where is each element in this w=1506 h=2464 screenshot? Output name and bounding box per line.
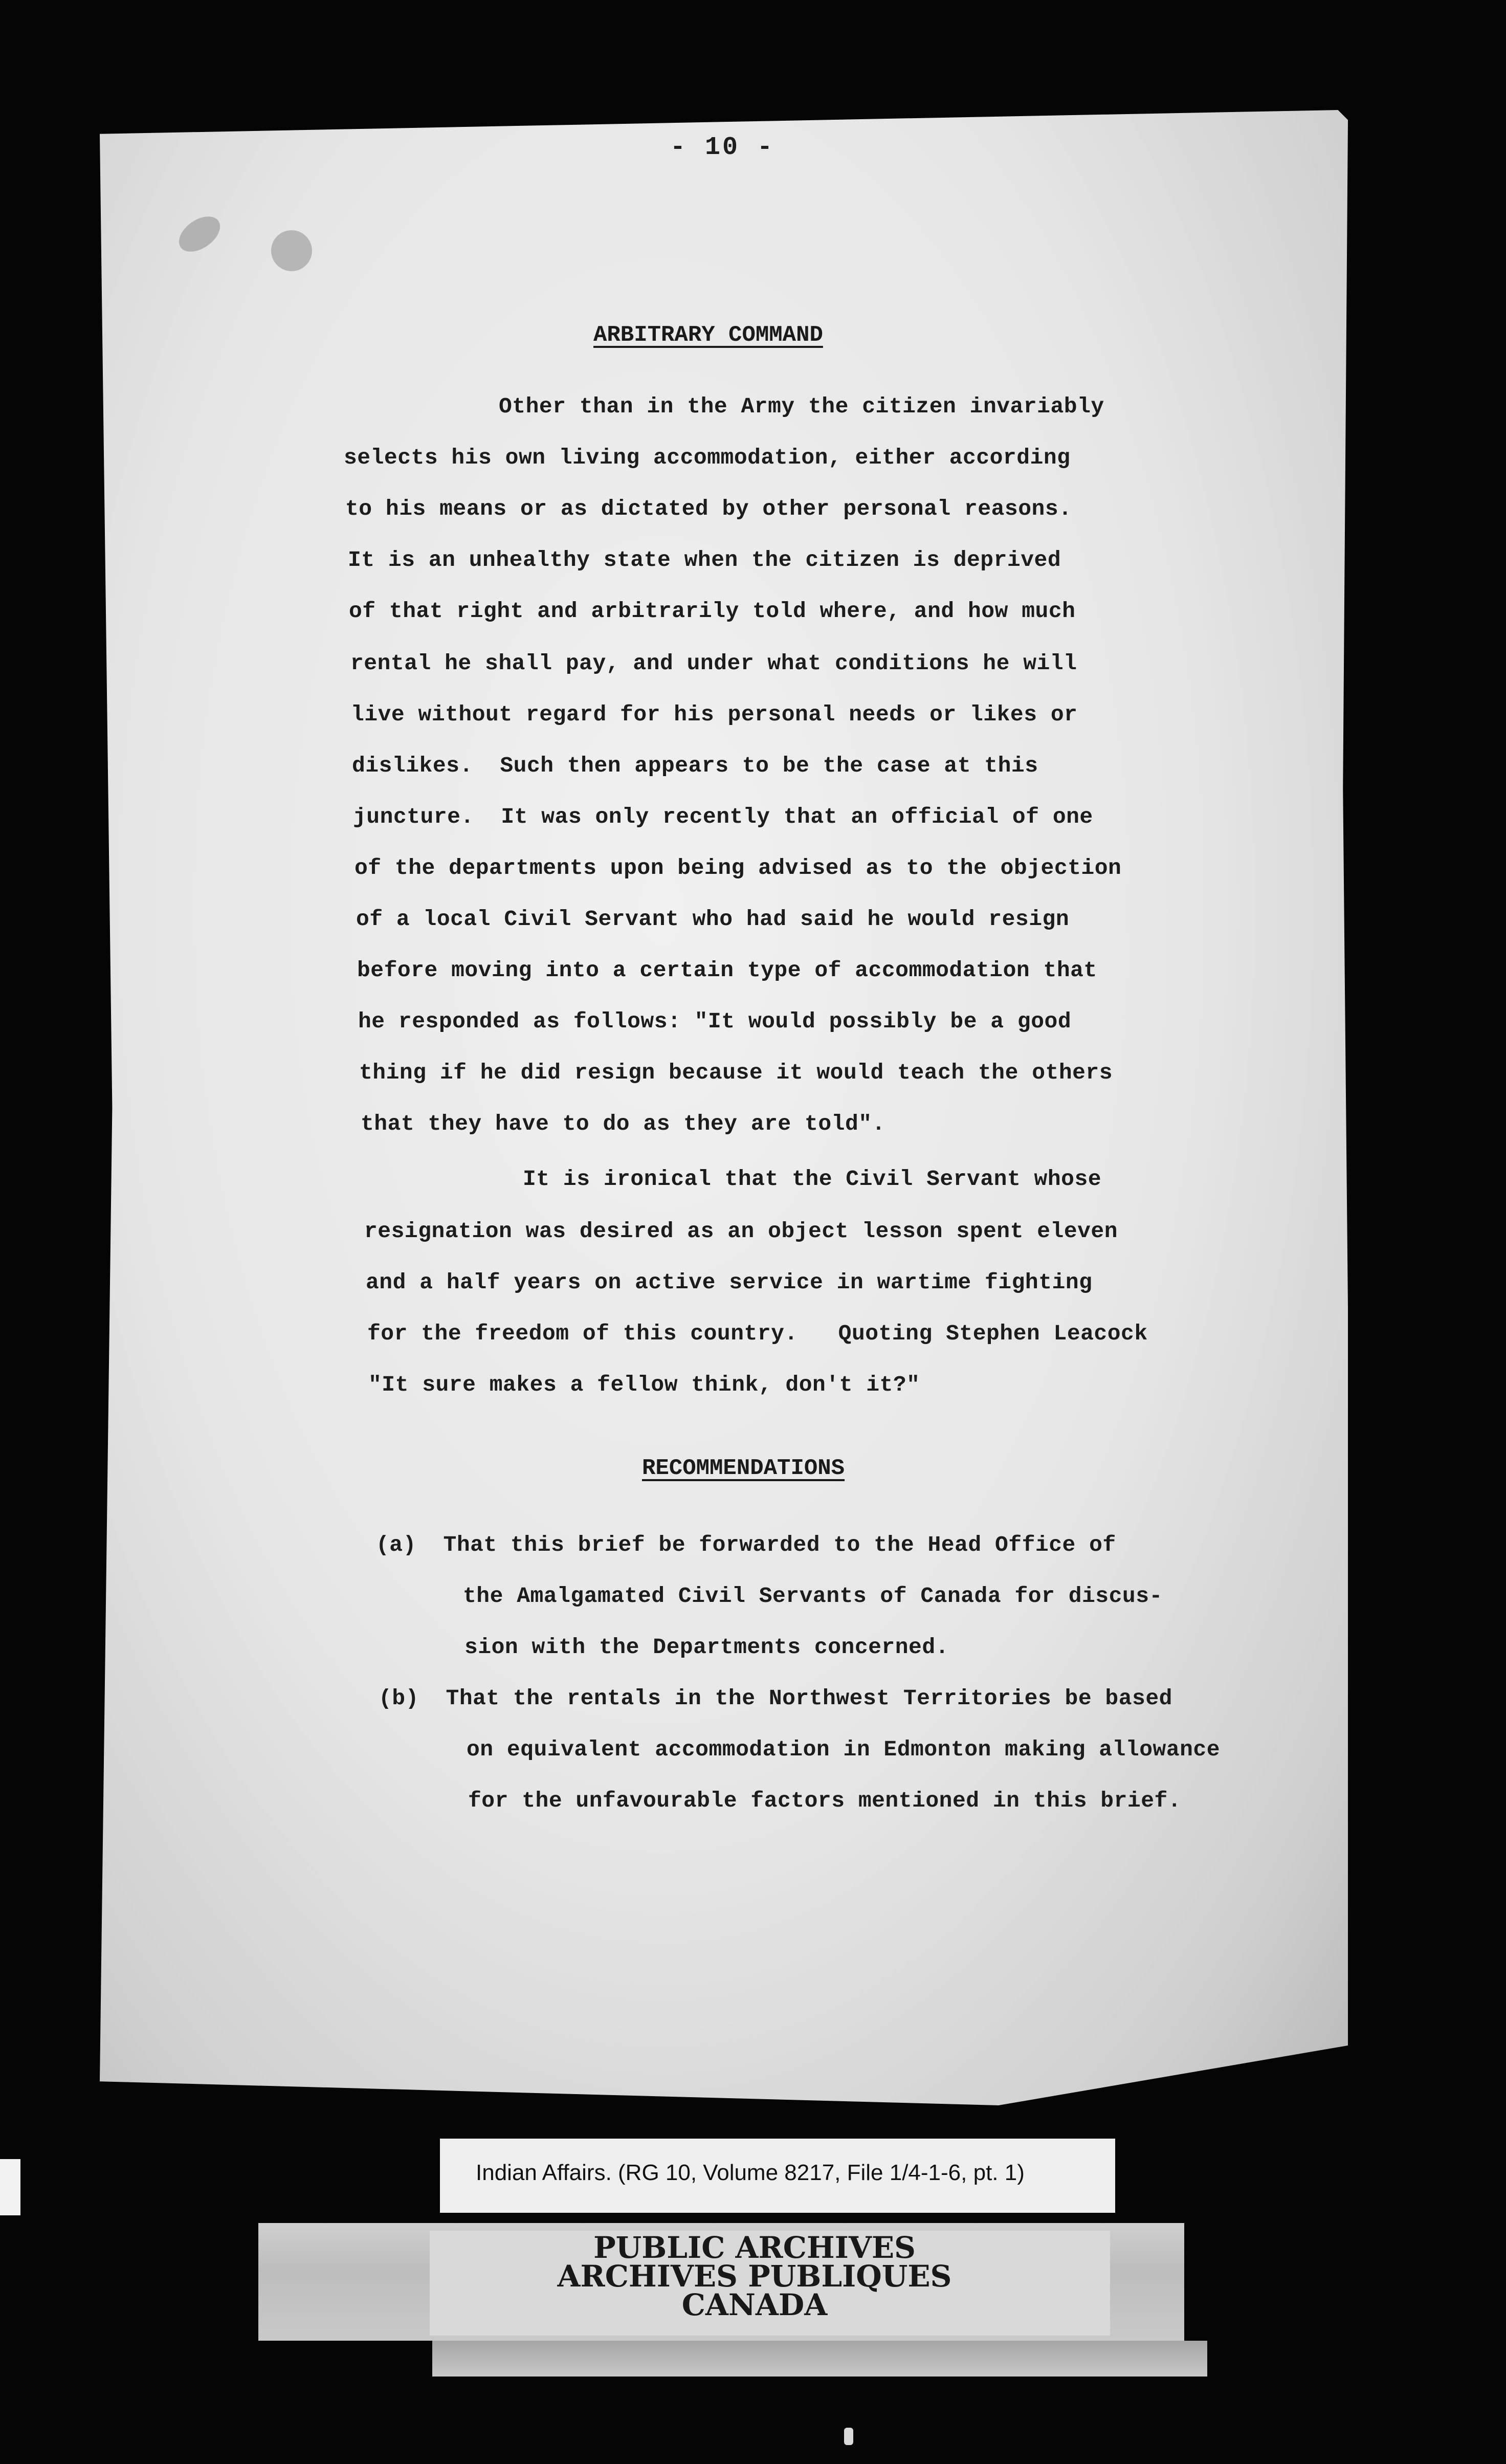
recommendation-line: (a) That this brief be forwarded to the Head Office of <box>376 1532 1116 1557</box>
public-archives-stamp <box>517 2230 992 2322</box>
body-line: and a half years on active service in wartime fighting <box>366 1270 1093 1295</box>
body-line: It is ironical that the Civil Servant whose <box>523 1167 1102 1192</box>
section-heading-arbitrary-command: ARBITRARY COMMAND <box>593 322 823 348</box>
stamp-line-3: CANADA <box>681 2287 828 2322</box>
edge-marker <box>0 2159 20 2215</box>
body-line: of the departments upon being advised as to the objection <box>355 855 1122 881</box>
body-line: of a local Civil Servant who had said he would resign <box>356 907 1070 932</box>
body-line: thing if he did resign because it would teach the others <box>359 1060 1113 1085</box>
body-line: rental he shall pay, and under what conditions he will <box>350 651 1077 676</box>
body-line: dislikes. Such then appears to be the case at this <box>352 753 1038 778</box>
body-line: "It sure makes a fellow think, don't it?" <box>368 1372 920 1397</box>
stamp-line-1: PUBLIC ARCHIVES <box>593 2230 916 2265</box>
body-line: It is an unhealthy state when the citizen is deprived <box>348 547 1061 573</box>
recommendation-line: sion with the Departments concerned. <box>464 1635 949 1660</box>
body-line: juncture. It was only recently that an official of one <box>353 804 1093 829</box>
body-line: he responded as follows: "It would possibly be a good <box>358 1009 1072 1034</box>
body-line: live without regard for his personal needs or likes or <box>351 702 1078 727</box>
archive-label-edge <box>432 2341 1207 2377</box>
recommendation-line: the Amalgamated Civil Servants of Canada for discus- <box>463 1583 1163 1609</box>
stamp-line-2: ARCHIVES PUBLIQUES <box>557 2259 952 2294</box>
recommendation-line: on equivalent accommodation in Edmonton making allowance <box>467 1737 1221 1762</box>
body-line: that they have to do as they are told". <box>361 1111 885 1136</box>
recommendation-line: for the unfavourable factors mentioned in this brief. <box>468 1788 1182 1813</box>
body-line: for the freedom of this country. Quoting Stephen Leacock <box>367 1321 1148 1346</box>
body-line: before moving into a certain type of accommodation that <box>357 958 1097 983</box>
page-number: - 10 - <box>670 133 775 162</box>
body-line: of that right and arbitrarily told where, and how much <box>349 599 1076 624</box>
section-heading-recommendations: RECOMMENDATIONS <box>642 1456 845 1481</box>
archive-citation-text: Indian Affairs. (RG 10, Volume 8217, File 1/4-1-6, pt. 1) <box>476 2160 1025 2185</box>
film-speck <box>844 2428 853 2445</box>
body-line: to his means or as dictated by other personal reasons. <box>345 496 1072 521</box>
body-line: selects his own living accommodation, either according <box>344 445 1071 470</box>
body-line: resignation was desired as an object lesson spent eleven <box>364 1219 1118 1244</box>
ink-smudge <box>271 230 312 271</box>
body-line: Other than in the Army the citizen invariably <box>499 394 1104 419</box>
recommendation-line: (b) That the rentals in the Northwest Territories be based <box>379 1686 1172 1711</box>
